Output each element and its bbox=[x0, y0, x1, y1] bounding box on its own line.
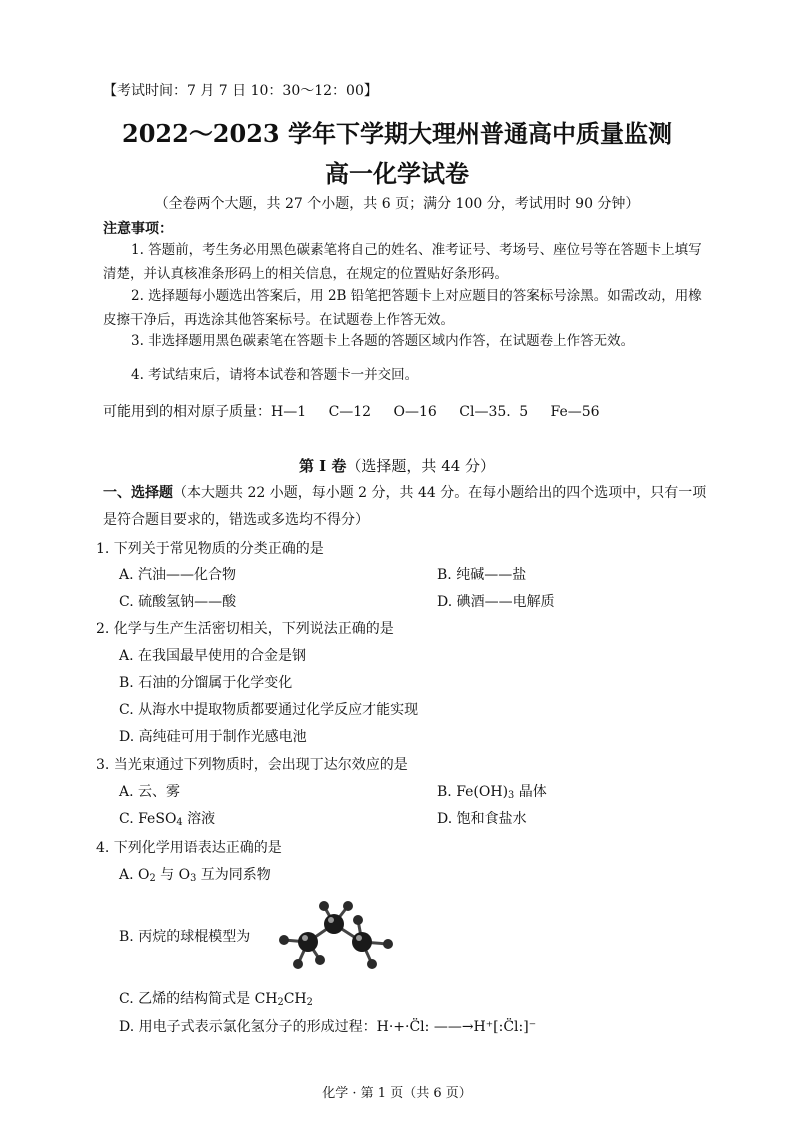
notice-item-2: 2. 选择题每小题选出答案后，用 2B 铅笔把答题卡上对应题目的答案标号涂黑。如需改动，用橡皮擦干净后，再选涂其他答案标号。在试题卷上作答无效。 bbox=[103, 288, 702, 328]
q4-option-a: A. $O_2$ 与 $O_3$ 互为同系物 bbox=[119, 867, 271, 884]
q1-option-a: A. 汽油——化合物 bbox=[119, 567, 237, 583]
atomic-masses: 可能用到的相对原子质量：H—1 C—12 O—16 Cl—35. 5 Fe—56 bbox=[103, 404, 600, 420]
q3-option-b: B. $Fe(OH)_3$ 晶体 bbox=[437, 784, 547, 801]
q4-option-c: C. 乙烯的结构简式是 $CH_2CH_2$ bbox=[119, 991, 313, 1008]
q4-option-d: D. 用电子式表示氯化氢分子的形成过程：H·+·C̈l: ——→H⁺[:C̈l:]⁻ bbox=[119, 1019, 537, 1035]
exam-info: （全卷两个大题，共 27 个小题，共 6 页；满分 100 分，考试用时 90 分钟） bbox=[154, 196, 640, 212]
exam-subtitle: 高一化学试卷 bbox=[325, 159, 469, 188]
q3-option-d: D. 饱和食盐水 bbox=[437, 811, 527, 827]
q1-stem: 1. 下列关于常见物质的分类正确的是 bbox=[96, 541, 324, 557]
part-one-text: （本大题共 22 小题，每小题 2 分，共 44 分。在每小题给出的四个选项中，只有一项是符合题目要求的，错选或多选均不得分） bbox=[103, 485, 707, 528]
notice-item-3: 3. 非选择题用黑色碳素笔在答题卡上各题的答题区域内作答，在试题卷上作答无效。 bbox=[131, 333, 635, 349]
propane-ball-and-stick-model bbox=[268, 900, 408, 972]
section-heading bbox=[0, 455, 794, 476]
notice-item-4: 4. 考试结束后，请将本试卷和答题卡一并交回。 bbox=[131, 367, 419, 383]
q2-option-b: B. 石油的分馏属于化学变化 bbox=[119, 675, 293, 691]
exam-time: 【考试时间：7 月 7 日 10：30～12：00】 bbox=[103, 83, 378, 99]
page-footer: 化学 · 第 1 页（共 6 页） bbox=[322, 1086, 472, 1101]
q1-option-d: D. 碘酒——电解质 bbox=[437, 594, 555, 610]
exam-title: 2022～2023 学年下学期大理州普通高中质量监测 bbox=[122, 119, 672, 148]
q2-stem: 2. 化学与生产生活密切相关，下列说法正确的是 bbox=[96, 621, 394, 637]
q3-option-a: A. 云、雾 bbox=[119, 784, 181, 800]
q4-option-b: B. 丙烷的球棍模型为 bbox=[119, 929, 251, 945]
q2-option-d: D. 高纯硅可用于制作光感电池 bbox=[119, 729, 307, 745]
q3-option-c: C. FeSO$_4$ 溶液 bbox=[119, 811, 216, 828]
q2-option-c: C. 从海水中提取物质都要通过化学反应才能实现 bbox=[119, 702, 419, 718]
part-one-intro bbox=[103, 480, 715, 534]
part-one-label: 一、选择题 bbox=[103, 485, 173, 501]
q1-option-c: C. 硫酸氢钠——酸 bbox=[119, 594, 237, 610]
section-title: 第 I 卷 bbox=[298, 457, 347, 475]
q1-option-b: B. 纯碱——盐 bbox=[437, 567, 527, 583]
section-subtitle: （选择题，共 44 分） bbox=[346, 457, 496, 475]
q3-stem: 3. 当光束通过下列物质时，会出现丁达尔效应的是 bbox=[96, 757, 408, 773]
q4-stem: 4. 下列化学用语表达正确的是 bbox=[96, 840, 282, 856]
notice-heading: 注意事项： bbox=[103, 221, 173, 237]
notice-item-1: 1. 答题前，考生务必用黑色碳素笔将自己的姓名、准考证号、考场号、座位号等在答题卡上填写清楚，并认真核准条形码上的相关信息，在规定的位置贴好条形码。 bbox=[103, 242, 702, 282]
q2-option-a: A. 在我国最早使用的合金是钢 bbox=[119, 648, 307, 664]
